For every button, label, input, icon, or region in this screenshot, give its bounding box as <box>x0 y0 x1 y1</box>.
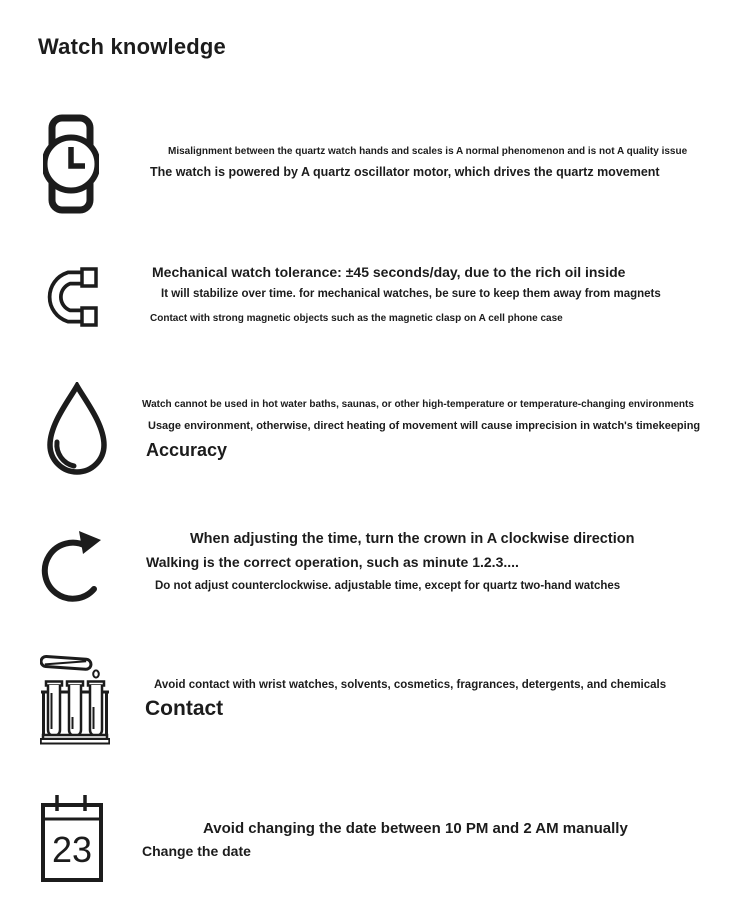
line-walking-correct-operation: Walking is the correct operation, such as minute 1.2.3.... <box>146 554 519 570</box>
magnet-icon <box>42 267 98 327</box>
calendar-icon <box>40 792 104 884</box>
line-avoid-date-change: Avoid changing the date between 10 PM and 2 AM manually <box>203 820 628 837</box>
calendar-day-text: 23 <box>51 829 93 870</box>
test-tubes-icon <box>40 651 110 745</box>
page-title: Watch knowledge <box>38 34 226 59</box>
line-usage-environment: Usage environment, otherwise, direct heating of movement will cause imprecision in watch's timekeeping <box>148 420 701 432</box>
heading-accuracy: Accuracy <box>146 440 228 460</box>
line-mechanical-tolerance: Mechanical watch tolerance: ±45 seconds/day, due to the rich oil inside <box>152 264 626 280</box>
heading-contact: Contact <box>145 697 224 720</box>
line-magnetic-contact: Contact with strong magnetic objects such as the magnetic clasp on A cell phone case <box>150 313 563 324</box>
wristwatch-icon <box>43 114 99 214</box>
rotate-clockwise-icon <box>41 529 109 609</box>
line-hot-water-warning: Watch cannot be used in hot water baths, saunas, or other high-temperature or temperature-changing environments <box>142 399 694 410</box>
line-stabilize-over-time: It will stabilize over time. for mechanical watches, be sure to keep them away from magnets <box>161 288 661 300</box>
heading-change-the-date: Change the date <box>142 843 251 859</box>
line-avoid-chemicals: Avoid contact with wrist watches, solvents, cosmetics, fragrances, detergents, and chemicals <box>154 679 667 691</box>
line-misalignment-note: Misalignment between the quartz watch hands and scales is A normal phenomenon and is not A quality issue <box>168 146 688 157</box>
water-drop-icon <box>40 382 114 480</box>
line-adjust-clockwise: When adjusting the time, turn the crown in A clockwise direction <box>190 531 635 547</box>
line-no-counterclockwise: Do not adjust counterclockwise. adjustable time, except for quartz two-hand watches <box>155 580 621 592</box>
line-quartz-movement: The watch is powered by A quartz oscillator motor, which drives the quartz movement <box>150 165 660 179</box>
